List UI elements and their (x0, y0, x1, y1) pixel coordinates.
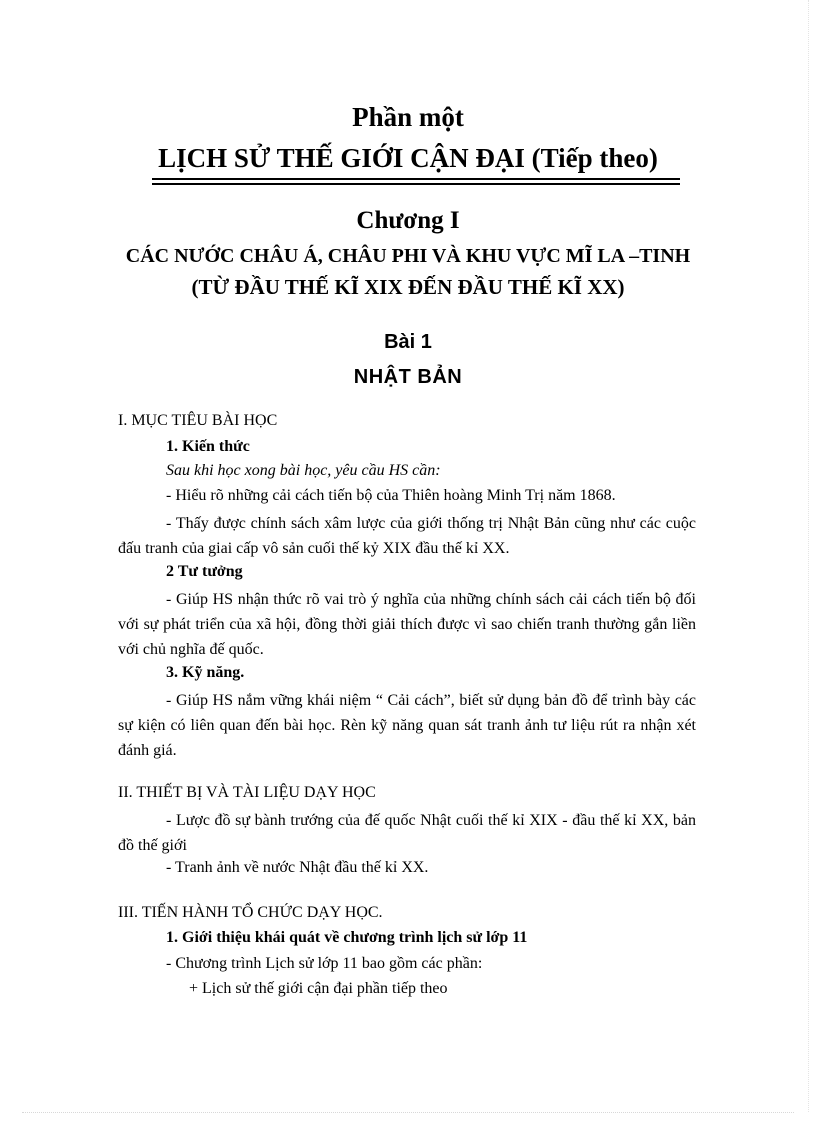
title-rule-bottom (152, 183, 680, 185)
section-1-sub-3-title: 3. Kỹ năng. (166, 664, 245, 681)
section-1-sub-1-item-1: - Hiểu rõ những cải cách tiến bộ của Thiên hoàng Minh Trị năm 1868. (166, 487, 616, 504)
section-2-item-1: - Lược đồ sự bành trướng của đế quốc Nhật cuối thế kỉ XIX - đầu thế kỉ XX, bản đồ thế giới (118, 812, 696, 854)
title-rule-top (152, 178, 680, 180)
part-heading: Phần một (352, 102, 464, 132)
section-2-title: II. THIẾT BỊ VÀ TÀI LIỆU DẠY HỌC (118, 784, 376, 801)
lesson-number: Bài 1 (384, 331, 432, 353)
section-1-sub-1-intro: Sau khi học xong bài học, yêu cầu HS cần: (166, 462, 441, 479)
section-2-item-2: - Tranh ảnh về nước Nhật đầu thế kỉ XX. (166, 859, 429, 876)
section-3-sub-1-title: 1. Giới thiệu khái quát về chương trình lịch sử lớp 11 (166, 929, 528, 946)
chapter-heading: Chương I (356, 207, 460, 234)
page-bottom-border (22, 1112, 794, 1113)
lesson-title: NHẬT BẢN (353, 366, 463, 388)
section-3-title: III. TIẾN HÀNH TỔ CHỨC DẠY HỌC. (118, 904, 383, 921)
section-1-sub-2-item-1: - Giúp HS nhận thức rõ vai trò ý nghĩa của những chính sách cải cách tiến bộ đối với sự phát triển của xã hội, đồng thời giải thích được vì sao chiến tranh thường gắn liền với chủ nghĩa đế quốc. (118, 591, 696, 658)
section-3-item-1: - Chương trình Lịch sử lớp 11 bao gồm các phần: (166, 955, 483, 972)
section-1-sub-1-title: 1. Kiến thức (166, 438, 250, 455)
section-3-item-2: + Lịch sử thế giới cận đại phần tiếp theo (189, 980, 448, 997)
section-1-sub-2-title: 2 Tư tưởng (166, 563, 243, 580)
main-title: LỊCH SỬ THẾ GIỚI CẬN ĐẠI (Tiếp theo) (158, 143, 658, 173)
page-right-border (808, 0, 809, 1112)
section-1-title: I. MỤC TIÊU BÀI HỌC (118, 412, 278, 429)
section-1-sub-3-item-1: - Giúp HS nắm vững khái niệm “ Cải cách”, biết sử dụng bản đồ để trình bày các sự kiện có liên quan đến bài học. Rèn kỹ năng quan sát tranh ảnh tư liệu rút ra nhận xét đánh giá. (118, 692, 696, 759)
section-1-sub-1-item-2: - Thấy được chính sách xâm lược của giới thống trị Nhật Bản cũng như các cuộc đấu tranh của giai cấp vô sản cuối thế kỷ XIX đầu thế kỉ XX. (118, 515, 696, 557)
chapter-title-line1: CÁC NƯỚC CHÂU Á, CHÂU PHI VÀ KHU VỰC MĨ LA –TINH (125, 245, 691, 267)
chapter-title-line2: (TỪ ĐẦU THẾ KĨ XIX ĐẾN ĐẦU THẾ KĨ XX) (191, 275, 625, 299)
